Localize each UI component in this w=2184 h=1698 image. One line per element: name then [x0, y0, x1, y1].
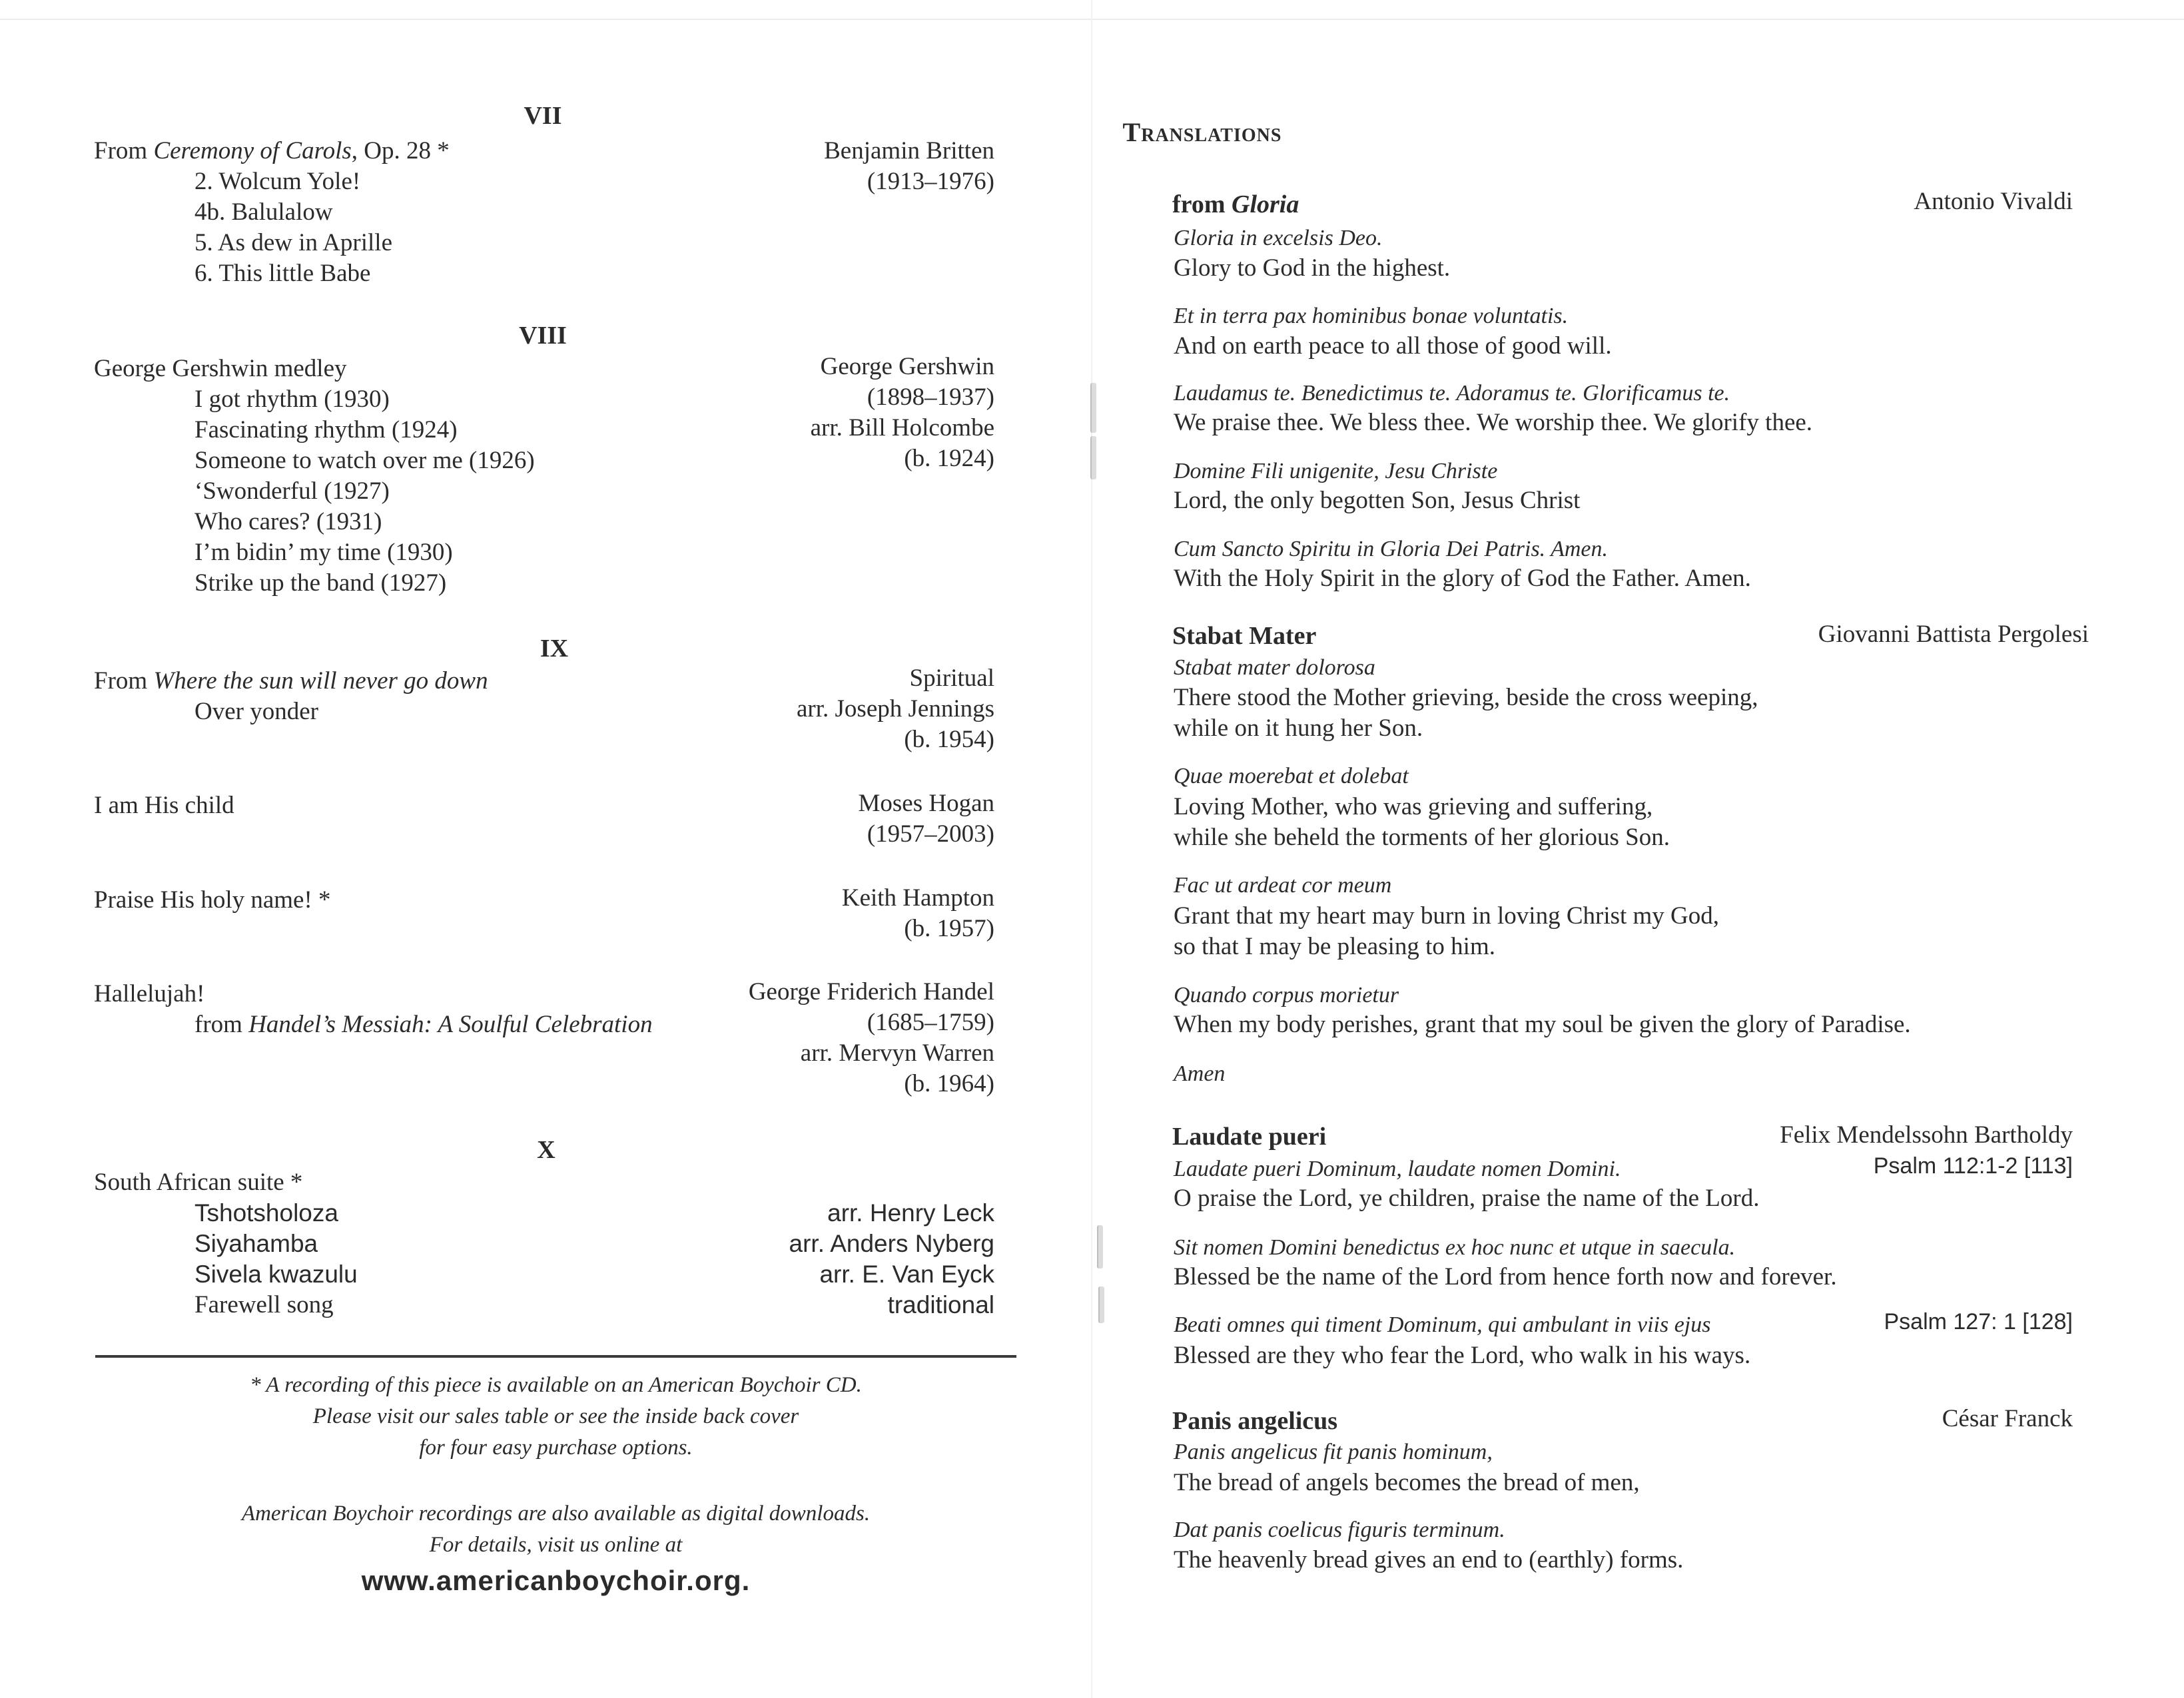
movement-item: 4b. Balulalow: [194, 198, 333, 226]
latin-text: Domine Fili unigenite, Jesu Christe: [1174, 459, 1498, 483]
recording-footnote: * A recording of this piece is available on an American Boychoir CD. Please visit our sales table or see the inside back cover for four easy purchase options.: [250, 1373, 862, 1460]
latin-text: Quae moerebat et dolebat: [1174, 764, 1409, 788]
piece-title: Stabat Mater: [1172, 622, 1317, 650]
latin-text: Laudamus te. Benedictimus te. Adoramus te. Glorificamus te.: [1174, 381, 1730, 406]
english-text: Blessed be the name of the Lord from hence forth now and forever.: [1174, 1263, 1837, 1290]
latin-text: Beati omnes qui timent Dominum, qui ambulant in viis ejus: [1174, 1312, 1711, 1337]
staple-mark: [1098, 1286, 1104, 1323]
movement-item: 5. As dew in Aprille: [194, 229, 393, 256]
section-numeral: X: [537, 1136, 555, 1164]
work-title: South African suite *: [94, 1169, 303, 1196]
work-movements: [194, 384, 535, 599]
latin-text: Quando corpus morietur: [1174, 983, 1399, 1007]
work-title: Praise His holy name! *: [94, 886, 331, 914]
latin-text: Cum Sancto Spiritu in Gloria Dei Patris. Amen.: [1174, 537, 1608, 561]
english-text: We praise thee. We bless thee. We worship thee. We glorify thee.: [1174, 409, 1813, 436]
movement-item: Farewell song: [194, 1291, 334, 1318]
downloads-note: American Boychoir recordings are also available as digital downloads. For details, visit us online at: [241, 1502, 871, 1557]
latin-text: Et in terra pax hominibus bonae voluntatis.: [1174, 304, 1569, 328]
movement-item: Who cares? (1931): [194, 508, 382, 535]
english-text: O praise the Lord, ye children, praise the name of the Lord.: [1174, 1185, 1760, 1212]
center-fold: [1091, 0, 1092, 1698]
movement-item: I’m bidin’ my time (1930): [194, 539, 453, 566]
piece-composer: Antonio Vivaldi: [1914, 188, 2073, 215]
english-text: Blessed are they who fear the Lord, who walk in his ways.: [1174, 1342, 1751, 1369]
movement-item: ‘Swonderful (1927): [194, 477, 390, 505]
english-text: There stood the Mother grieving, beside the cross weeping, while on it hung her Son.: [1174, 684, 1758, 742]
staple-mark: [1090, 436, 1096, 479]
movement-item: Siyahamba: [194, 1230, 318, 1257]
work-subtitle: from Handel’s Messiah: A Soulful Celebration: [194, 1011, 653, 1038]
psalm-reference: Psalm 127: 1 [128]: [1884, 1309, 2073, 1334]
movement-item: Fascinating rhythm (1924): [194, 416, 458, 443]
work-title: Hallelujah!: [94, 980, 205, 1007]
movement-item: Someone to watch over me (1926): [194, 447, 535, 474]
english-text: Lord, the only begotten Son, Jesus Christ: [1174, 487, 1581, 514]
composer-credit: George Gershwin (1898–1937) arr. Bill Holcombe (b. 1924): [810, 353, 994, 472]
arranger-credits: arr. Henry Leck arr. Anders Nyberg arr. E. Van Eyck traditional: [789, 1199, 994, 1318]
movement-item: I got rhythm (1930): [194, 386, 390, 413]
piece-composer: Felix Mendelssohn Bartholdy: [1780, 1121, 2073, 1149]
website-link[interactable]: www.americanboychoir.org.: [361, 1565, 751, 1596]
movement-item: 2. Wolcum Yole!: [194, 168, 361, 195]
movement-item: 6. This little Babe: [194, 260, 371, 287]
movement-item: Tshotsholoza: [194, 1199, 338, 1227]
latin-text: Amen: [1174, 1061, 1226, 1086]
translations-heading: Translations: [1122, 117, 1282, 147]
english-text: Loving Mother, who was grieving and suffering, while she beheld the torments of her glorious Son.: [1174, 793, 1670, 851]
piece-composer: César Franck: [1942, 1405, 2073, 1432]
piece-title: Panis angelicus: [1172, 1407, 1338, 1435]
piece-title: Laudate pueri: [1172, 1123, 1327, 1151]
section-numeral: VIII: [519, 322, 567, 350]
composer-credit: George Friderich Handel (1685–1759) arr. Mervyn Warren (b. 1964): [748, 978, 994, 1097]
latin-text: Gloria in excelsis Deo.: [1174, 226, 1383, 250]
work-title: I am His child: [94, 792, 234, 819]
section-numeral: IX: [540, 635, 569, 663]
latin-text: Laudate pueri Dominum, laudate nomen Domini.: [1174, 1157, 1621, 1181]
piece-title: from Gloria: [1172, 190, 1299, 218]
composer-credit: Benjamin Britten (1913–1976): [824, 137, 994, 195]
staple-mark: [1097, 1225, 1103, 1269]
english-text: And on earth peace to all those of good will.: [1174, 332, 1612, 360]
work-movements: [194, 166, 392, 289]
composer-credit: Moses Hogan (1957–2003): [858, 790, 994, 848]
composer-credit: Spiritual arr. Joseph Jennings (b. 1954): [797, 665, 994, 753]
movement-item: Strike up the band (1927): [194, 569, 447, 597]
movement-item: Over yonder: [194, 698, 318, 725]
program-page: [0, 0, 1079, 1698]
section-numeral: VII: [524, 102, 562, 130]
latin-text: Stabat mater dolorosa: [1174, 655, 1375, 680]
latin-text: Sit nomen Domini benedictus ex hoc nunc et utque in saecula.: [1174, 1235, 1736, 1260]
psalm-reference: Psalm 112:1-2 [113]: [1873, 1153, 2073, 1179]
composer-credit: Keith Hampton (b. 1957): [841, 884, 994, 942]
work-title: George Gershwin medley: [94, 355, 347, 382]
work-movements: [194, 1198, 358, 1320]
staple-mark: [1090, 383, 1096, 433]
latin-text: Fac ut ardeat cor meum: [1174, 873, 1392, 898]
latin-text: Dat panis coelicus figuris terminum.: [1174, 1518, 1505, 1542]
piece-composer: Giovanni Battista Pergolesi: [1818, 621, 2089, 648]
latin-text: Panis angelicus fit panis hominum,: [1174, 1440, 1493, 1464]
english-text: Grant that my heart may burn in loving Christ my God, so that I may be pleasing to him.: [1174, 902, 1720, 960]
english-text: When my body perishes, grant that my soul be given the glory of Paradise.: [1174, 1011, 1911, 1038]
movement-item: Sivela kwazulu: [194, 1261, 358, 1288]
footer-rule: [95, 1355, 1016, 1358]
english-text: Glory to God in the highest.: [1174, 254, 1451, 282]
work-title: From Where the sun will never go down: [94, 667, 488, 695]
english-text: The bread of angels becomes the bread of men,: [1174, 1469, 1640, 1496]
english-text: With the Holy Spirit in the glory of God the Father. Amen.: [1174, 565, 1751, 592]
english-text: The heavenly bread gives an end to (earthly) forms.: [1174, 1546, 1684, 1573]
work-title: From Ceremony of Carols, Op. 28 *: [94, 137, 450, 164]
